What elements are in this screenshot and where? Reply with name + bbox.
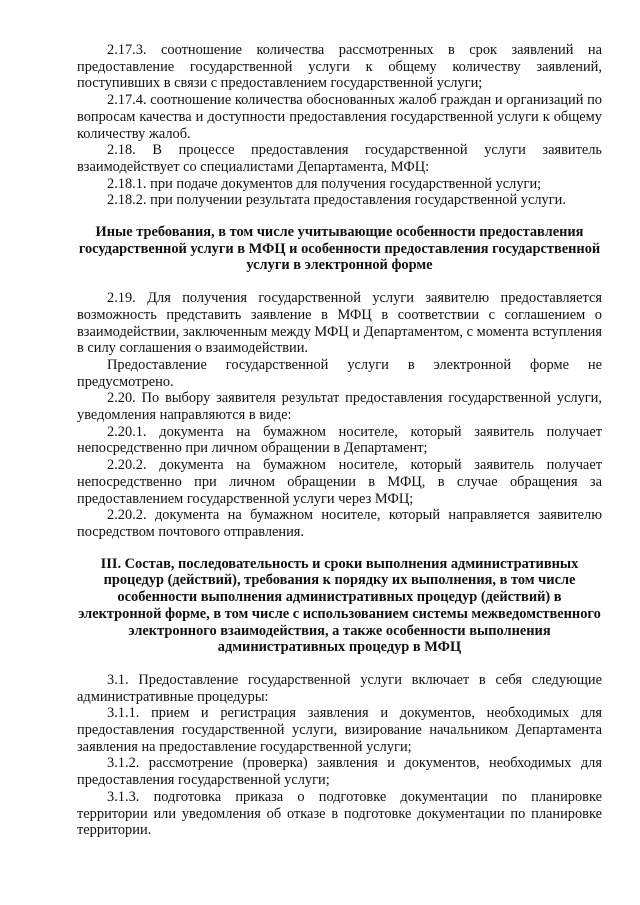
section-heading-other-requirements: Иные требования, в том числе учитывающие особенности предоставления государственной услуги в МФЦ и особенности предоставления государственной услуги в электронной форме	[78, 224, 601, 274]
section-heading-iii: III. Состав, последовательность и сроки выполнения административных процедур (действий), требования к порядку их выполнения, в том числе особенности выполнения административных процедур (действий) в электронной форме, в том числе с использованием системы межведомственного электронного взаимодействия, а также особенности выполнения административных процедур в МФЦ	[78, 555, 601, 656]
paragraph-2-20-1: 2.20.1. документа на бумажном носителе, который заявитель получает непосредственно при личном обращении в Департамент;	[77, 423, 602, 457]
paragraph-2-20: 2.20. По выбору заявителя результат предоставления государственной услуги, уведомления направляются в виде:	[77, 390, 602, 424]
paragraph-3-1-1: 3.1.1. прием и регистрация заявления и документов, необходимых для предоставления государственной услуги, визирование начальником Департамента заявления на предоставление государственной услуги;	[77, 705, 602, 755]
paragraph-2-20-2-mfc: 2.20.2. документа на бумажном носителе, который заявитель получает непосредственно при личном обращении в МФЦ, в случае обращения за предоставлением государственной услуги через МФЦ;	[77, 457, 602, 507]
paragraph-2-17-4: 2.17.4. соотношение количества обоснованных жалоб граждан и организаций по вопросам качества и доступности предоставления государственной услуги к общему количеству жалоб.	[77, 92, 602, 142]
paragraph-2-20-2-post: 2.20.2. документа на бумажном носителе, который направляется заявителю посредством почтового отправления.	[77, 507, 602, 540]
paragraph-3-1-2: 3.1.2. рассмотрение (проверка) заявления и документов, необходимых для предоставления государственной услуги;	[77, 755, 602, 789]
paragraph-2-19: 2.19. Для получения государственной услуги заявителю предоставляется возможность представить заявление в МФЦ в соответствии с соглашением о взаимодействии, заключенным между МФЦ и Департаментом, с момента вступления в силу соглашения о взаимодействии.	[77, 290, 602, 357]
paragraph-electronic-form: Предоставление государственной услуги в электронной форме не предусмотрено.	[77, 356, 602, 390]
paragraph-2-17-3: 2.17.3. соотношение количества рассмотренных в срок заявлений на предоставление государственной услуги к общему количеству заявлений, поступивших в связи с предоставлением государственной услуги;	[77, 42, 602, 92]
paragraph-3-1-3: 3.1.3. подготовка приказа о подготовке документации по планировке территории или уведомления об отказе в подготовке документации по планировке территории.	[77, 788, 602, 839]
section-2-19-paragraphs	[77, 290, 602, 541]
paragraph-2-18-2: 2.18.2. при получении результата предоставления государственной услуги.	[107, 192, 566, 209]
paragraph-2-18: 2.18. В процессе предоставления государственной услуги заявитель взаимодействует со специалистами Департамента, МФЦ:	[77, 142, 602, 175]
section-2-17-paragraphs	[77, 42, 602, 209]
paragraph-2-18-1: 2.18.1. при подаче документов для получения государственной услуги;	[107, 175, 542, 192]
section-3-1-paragraphs	[77, 672, 602, 839]
paragraph-3-1: 3.1. Предоставление государственной услуги включает в себя следующие административные процедуры:	[77, 671, 602, 705]
